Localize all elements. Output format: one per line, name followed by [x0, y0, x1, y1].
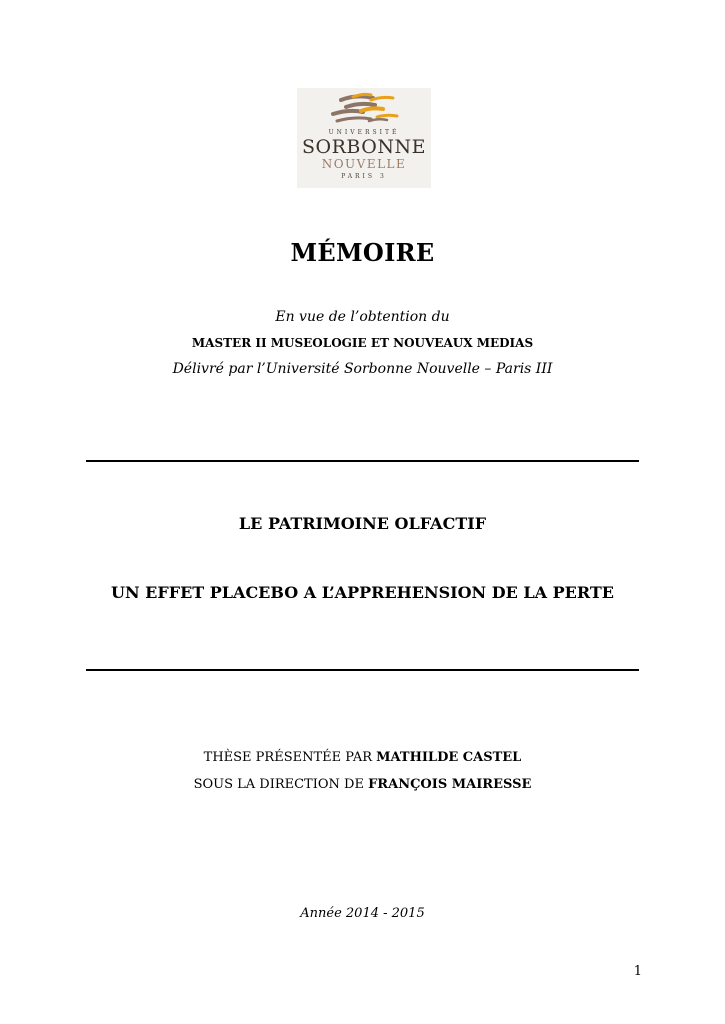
logo-paris-text: PARIS 3 [341, 173, 387, 180]
presented-by-label: THÈSE PRÉSENTÉE PAR [203, 750, 377, 765]
document-heading: MÉMOIRE [290, 238, 435, 267]
direction-line [0, 777, 725, 792]
thesis-subtitle: UN EFFET PLACEBO A L’APPREHENSION DE LA PERTE [111, 583, 614, 602]
logo-sorbonne-text: SORBONNE [302, 136, 426, 158]
page-number: 1 [633, 964, 642, 979]
logo-universite-text: UNIVERSITÉ [328, 129, 400, 136]
obtention-line: En vue de l’obtention du [275, 309, 450, 325]
bottom-divider [86, 669, 639, 671]
delivered-by-line: Délivré par l’Université Sorbonne Nouvelle – Paris III [172, 361, 553, 377]
logo-strokes-graphic [297, 88, 431, 130]
top-divider [86, 460, 639, 462]
logo-nouvelle-text: NOUVELLE [321, 157, 407, 171]
supervisor-name: FRANÇOIS MAIRESSE [368, 777, 532, 792]
direction-label: SOUS LA DIRECTION DE [193, 777, 369, 792]
degree-name: MASTER II MUSEOLOGIE ET NOUVEAUX MEDIAS [191, 336, 534, 350]
author-name: MATHILDE CASTEL [376, 750, 522, 765]
thesis-title: LE PATRIMOINE OLFACTIF [238, 514, 487, 533]
presented-by-line [0, 750, 725, 765]
university-logo [297, 88, 431, 188]
academic-year: Année 2014 - 2015 [300, 906, 425, 921]
